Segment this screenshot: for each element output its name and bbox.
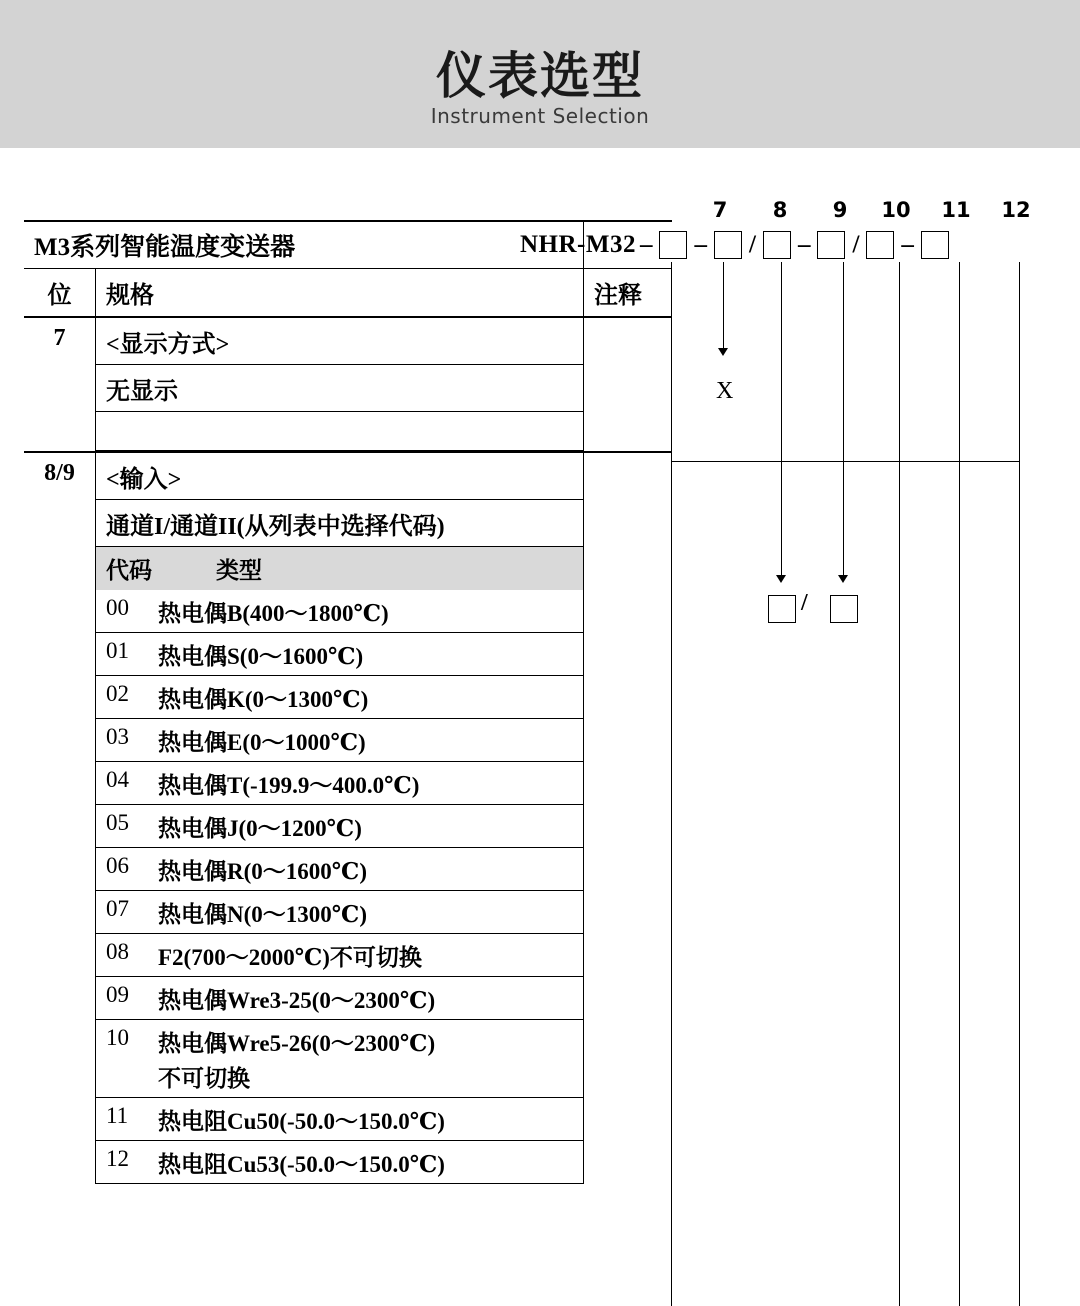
code-05-type: 热电偶J(0～1200℃)	[158, 816, 362, 841]
separator-dash-4: –	[901, 231, 914, 258]
separator-dash-2: –	[694, 231, 707, 258]
code-08-type: F2(700～2000℃)不可切换	[158, 945, 422, 970]
code-row-01[interactable]	[96, 633, 583, 676]
separator-dash-3: –	[797, 231, 811, 258]
code-07-key: 07	[106, 896, 129, 921]
code-07-type: 热电偶N(0～1300℃)	[158, 902, 367, 927]
code-06-type: 热电偶R(0～1600℃)	[158, 859, 367, 884]
column-number-10: 10	[881, 198, 911, 222]
code-box-12[interactable]	[921, 231, 949, 259]
code-00-key: 00	[106, 595, 129, 620]
code-09-key: 09	[106, 982, 129, 1007]
leader-line-col11	[959, 262, 960, 1306]
code-row-12[interactable]	[96, 1141, 583, 1184]
page-banner	[0, 0, 1080, 148]
section-7-line-blank	[96, 412, 583, 451]
section-7-line-1: <显示方式>	[96, 318, 583, 365]
code-row-03[interactable]	[96, 719, 583, 762]
code-04-type: 热电偶T(-199.9～400.0℃)	[158, 773, 420, 798]
code-03-type: 热电偶E(0～1000℃)	[158, 730, 366, 755]
code-11-type: 热电阻Cu50(-50.0～150.0℃)	[158, 1109, 445, 1134]
section-89-line-2: 通道I/通道II(从列表中选择代码)	[96, 500, 583, 547]
code-00-type: 热电偶B(400～1800℃)	[158, 601, 389, 626]
leader-line-col8-left	[781, 262, 782, 580]
leader-arrow-7	[718, 348, 728, 356]
code-03-key: 03	[106, 724, 129, 749]
leader-arrow-8	[776, 575, 786, 583]
code-10-type-2: 不可切换	[158, 1066, 250, 1091]
leader-arrow-9	[838, 575, 848, 583]
display-value-marker: X	[716, 378, 734, 404]
code-list-header-code: 代码	[106, 558, 152, 583]
section-89-pos: 8/9	[24, 453, 96, 1184]
column-number-8: 8	[772, 198, 788, 222]
code-row-00[interactable]	[96, 590, 583, 633]
input-channel-2-box[interactable]	[830, 595, 858, 623]
page-title-en: Instrument Selection	[430, 104, 650, 128]
code-row-06[interactable]	[96, 848, 583, 891]
title-right-spacer	[584, 222, 672, 268]
leader-line-col10	[899, 262, 900, 1306]
table-title-row	[24, 222, 672, 269]
code-12-key: 12	[106, 1146, 129, 1171]
section-89-line-1: <输入>	[96, 453, 583, 500]
code-row-07[interactable]	[96, 891, 583, 934]
leader-line-col12	[1019, 262, 1020, 1306]
code-row-09[interactable]	[96, 977, 583, 1020]
code-list-header	[96, 547, 583, 590]
code-06-key: 06	[106, 853, 129, 878]
column-number-12: 12	[1001, 198, 1031, 222]
section-7-line-2: 无显示	[96, 365, 583, 412]
code-row-02[interactable]	[96, 676, 583, 719]
section-89-note	[584, 453, 672, 1184]
column-number-9: 9	[832, 198, 848, 222]
header-note: 注释	[594, 283, 642, 309]
code-row-11[interactable]	[96, 1098, 583, 1141]
code-row-10[interactable]	[96, 1020, 583, 1058]
code-01-key: 01	[106, 638, 129, 663]
header-pos: 位	[24, 269, 96, 316]
code-row-05[interactable]	[96, 805, 583, 848]
code-05-key: 05	[106, 810, 129, 835]
selection-table	[24, 220, 672, 1184]
code-box-11[interactable]	[866, 231, 894, 259]
section-display-mode	[24, 318, 672, 451]
code-box-10[interactable]	[817, 231, 845, 259]
table-header-row	[24, 269, 672, 318]
header-spec: 规格	[96, 269, 584, 316]
code-01-type: 热电偶S(0～1600℃)	[158, 644, 364, 669]
separator-slash-2: /	[852, 231, 860, 258]
code-12-type: 热电阻Cu53(-50.0～150.0℃)	[158, 1152, 445, 1177]
code-box-9[interactable]	[763, 231, 791, 259]
code-11-key: 11	[106, 1103, 129, 1128]
code-09-type: 热电偶Wre3-25(0～2300℃)	[158, 988, 436, 1013]
code-box-8[interactable]	[714, 231, 742, 259]
code-08-key: 08	[106, 939, 129, 964]
code-row-04[interactable]	[96, 762, 583, 805]
leader-line-7b	[723, 262, 724, 348]
leader-line-col9	[843, 262, 844, 580]
model-code-label: NHR-M32	[520, 231, 636, 258]
section-7-spec	[96, 318, 584, 451]
section-divider-line	[671, 461, 1019, 462]
page-title-cn: 仪表选型	[436, 47, 644, 105]
separator-slash-1: /	[748, 231, 756, 258]
input-channel-separator: /	[801, 590, 808, 616]
series-name: M3系列智能温度变送器	[24, 222, 584, 268]
code-row-10-cont	[96, 1058, 583, 1098]
section-input	[24, 451, 672, 1184]
section-7-note	[584, 318, 672, 451]
code-10-type: 热电偶Wre5-26(0～2300℃)	[158, 1031, 436, 1056]
code-list-header-type: 类型	[216, 558, 262, 583]
input-channel-1-box[interactable]	[768, 595, 796, 623]
column-number-11: 11	[941, 198, 971, 222]
code-10-key: 10	[106, 1025, 129, 1050]
code-row-08[interactable]	[96, 934, 583, 977]
code-04-key: 04	[106, 767, 129, 792]
column-number-7: 7	[712, 198, 728, 222]
section-7-pos: 7	[24, 318, 96, 451]
section-89-spec	[96, 453, 584, 1184]
code-02-key: 02	[106, 681, 129, 706]
separator-dash-1: –	[639, 231, 653, 258]
code-02-type: 热电偶K(0～1300℃)	[158, 687, 369, 712]
